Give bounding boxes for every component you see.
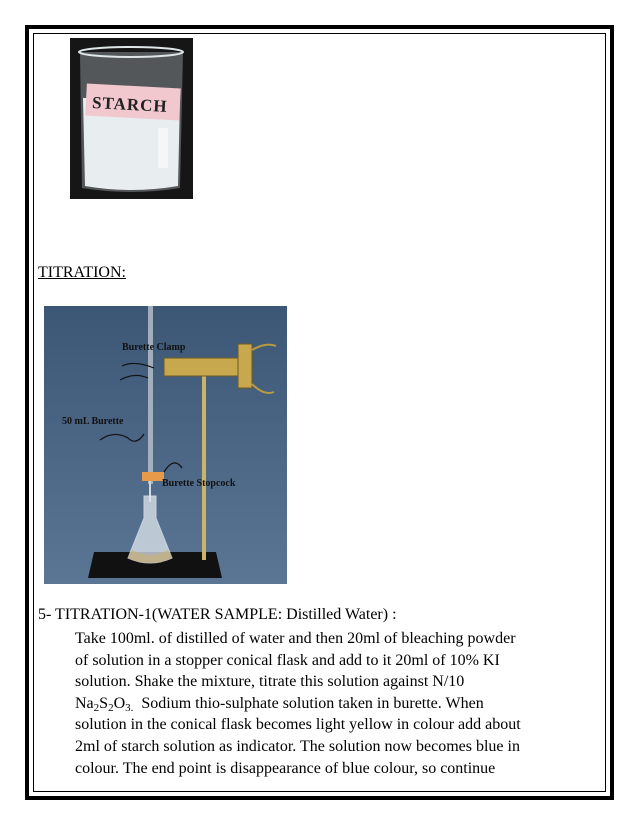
paragraph-line: of solution in a stopper conical flask and add to it 20ml of 10% KI xyxy=(75,651,500,669)
paragraph-line: colour. The end point is disappearance of blue colour, so continue xyxy=(75,759,496,777)
titration-apparatus-photo xyxy=(44,306,287,584)
paragraph-line: 2ml of starch solution as indicator. The solution now becomes blue in xyxy=(75,737,520,755)
starch-beaker-photo xyxy=(70,38,193,199)
paragraph-line-formula: $Na_2S_2O_{3.}$ Sodium thio-sulphate solution taken in burette. When xyxy=(75,694,484,714)
paragraph-line: Take 100ml. of distilled of water and then 20ml of bleaching powder xyxy=(75,630,516,647)
section-title: 5- TITRATION-1(WATER SAMPLE: Distilled Water) : xyxy=(38,606,397,623)
burette-label: 50 mL Burette xyxy=(62,416,124,427)
burette-clamp-label: Burette Clamp xyxy=(122,342,186,353)
sodium-thiosulphate-formula: $Na_2S_2O_{3.}$ xyxy=(75,694,134,714)
starch-label: STARCH xyxy=(91,93,169,116)
procedure-paragraph xyxy=(75,628,605,779)
paragraph-line: solution in the conical flask becomes light yellow in colour add about xyxy=(75,716,521,734)
paragraph-line: solution. Shake the mixture, titrate this solution against N/10 xyxy=(75,673,465,691)
stopcock-label: Burette Stopcock xyxy=(162,478,236,489)
titration-heading: TITRATION: xyxy=(38,264,126,281)
